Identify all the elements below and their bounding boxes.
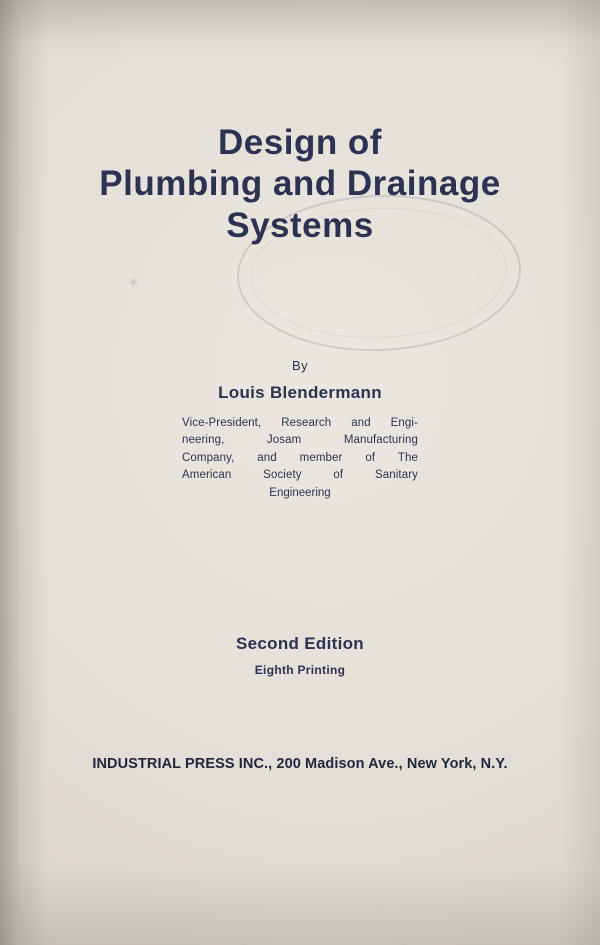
affiliation-line-3: Company, and member of The [182, 451, 418, 464]
affiliation-line-4: American Society of Sanitary [182, 469, 418, 482]
publisher-imprint: INDUSTRIAL PRESS INC., 200 Madison Ave., New York, N.Y. [92, 756, 508, 772]
page-top-shadow [0, 0, 600, 60]
edition-name: Second Edition [236, 634, 364, 653]
affiliation-line-2: neering, Josam Manufacturing [182, 434, 418, 447]
affiliation-line-1: Vice-President, Research and Engi- [182, 417, 418, 429]
page-bottom-shadow [0, 865, 600, 945]
printing-number: Eighth Printing [254, 663, 346, 677]
title-line-2: Plumbing and Drainage [99, 164, 501, 204]
title-line-1: Design of [218, 123, 382, 162]
stamp-star-icon: ✳ [128, 275, 139, 290]
byline-label: By [292, 358, 308, 373]
page-title [0, 122, 600, 246]
title-line-3: Systems [226, 205, 374, 245]
author-affiliation [182, 415, 418, 502]
affiliation-line-5: Engineering [269, 486, 331, 499]
author-name: Louis Blendermann [218, 383, 382, 402]
